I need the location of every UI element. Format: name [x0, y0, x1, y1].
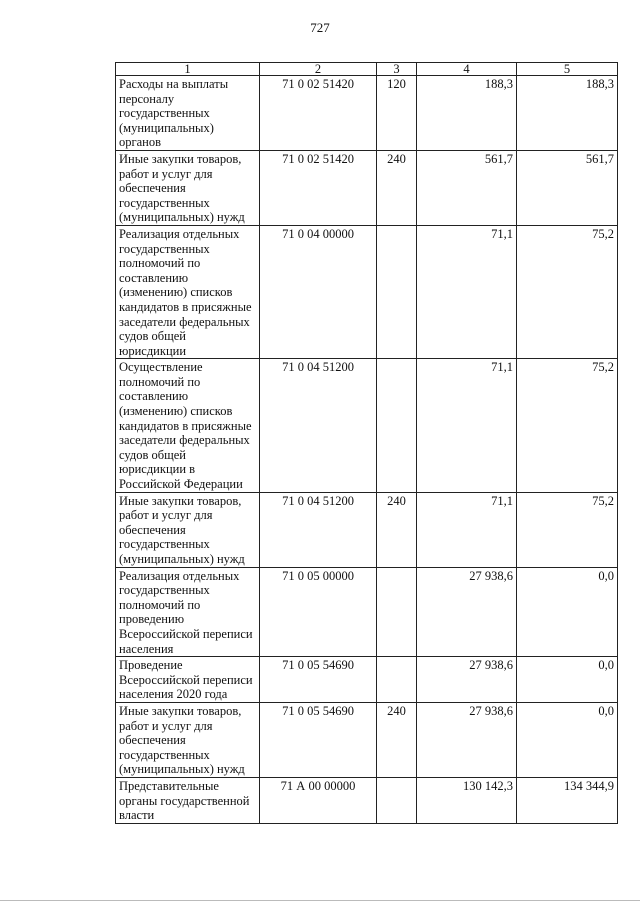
- row-code: 71 0 05 54690: [260, 657, 377, 703]
- page-number: 727: [310, 20, 330, 35]
- scan-edge-line: [0, 900, 640, 901]
- row-expense-type: [377, 567, 417, 657]
- header-row: [116, 63, 618, 76]
- table-row: [116, 567, 618, 657]
- column-header-2: 2: [260, 63, 377, 76]
- row-expense-type: [377, 777, 417, 823]
- row-name: Реализация отдельных государственных полномочий по проведению Всероссийской переписи населения: [116, 567, 260, 657]
- row-expense-type: 240: [377, 492, 417, 567]
- row-expense-type: [377, 225, 417, 358]
- column-header-1: 1: [116, 63, 260, 76]
- row-value-year2: 0,0: [517, 657, 618, 703]
- row-code: 71 А 00 00000: [260, 777, 377, 823]
- table-row: [116, 359, 618, 492]
- row-value-year2: 0,0: [517, 702, 618, 777]
- row-code: 71 0 04 51200: [260, 359, 377, 492]
- row-value-year2: 75,2: [517, 225, 618, 358]
- row-name: Реализация отдельных государственных полномочий по составлению (изменению) списков кандидатов в присяжные заседатели федеральных судов общей юрисдикции: [116, 225, 260, 358]
- row-value-year1: 27 938,6: [417, 567, 517, 657]
- row-value-year1: 188,3: [417, 76, 517, 151]
- row-value-year1: 27 938,6: [417, 657, 517, 703]
- table-row: [116, 150, 618, 225]
- row-name: Расходы на выплаты персоналу государственных (муниципальных) органов: [116, 76, 260, 151]
- row-value-year2: 134 344,9: [517, 777, 618, 823]
- row-value-year1: 71,1: [417, 359, 517, 492]
- row-value-year1: 71,1: [417, 492, 517, 567]
- column-header-5: 5: [517, 63, 618, 76]
- row-name: Иные закупки товаров, работ и услуг для обеспечения государственных (муниципальных) нужд: [116, 702, 260, 777]
- row-expense-type: 240: [377, 702, 417, 777]
- table-row: [116, 492, 618, 567]
- table-row: [116, 657, 618, 703]
- row-name: Осуществление полномочий по составлению (изменению) списков кандидатов в присяжные заседатели федеральных судов общей юрисдикции в Российской Федерации: [116, 359, 260, 492]
- row-expense-type: 120: [377, 76, 417, 151]
- row-value-year1: 27 938,6: [417, 702, 517, 777]
- row-name: Иные закупки товаров, работ и услуг для обеспечения государственных (муниципальных) нужд: [116, 492, 260, 567]
- row-code: 71 0 02 51420: [260, 150, 377, 225]
- row-value-year1: 130 142,3: [417, 777, 517, 823]
- row-value-year2: 75,2: [517, 359, 618, 492]
- row-expense-type: 240: [377, 150, 417, 225]
- table-row: [116, 777, 618, 823]
- row-code: 71 0 05 54690: [260, 702, 377, 777]
- table-row: [116, 225, 618, 358]
- column-header-3: 3: [377, 63, 417, 76]
- row-value-year2: 188,3: [517, 76, 618, 151]
- row-code: 71 0 04 51200: [260, 492, 377, 567]
- row-expense-type: [377, 657, 417, 703]
- table-row: [116, 76, 618, 151]
- row-name: Проведение Всероссийской переписи населения 2020 года: [116, 657, 260, 703]
- row-code: 71 0 05 00000: [260, 567, 377, 657]
- table-row: [116, 702, 618, 777]
- row-value-year1: 561,7: [417, 150, 517, 225]
- row-code: 71 0 04 00000: [260, 225, 377, 358]
- row-name: Представительные органы государственной власти: [116, 777, 260, 823]
- row-code: 71 0 02 51420: [260, 76, 377, 151]
- budget-table: [115, 62, 618, 824]
- column-header-4: 4: [417, 63, 517, 76]
- row-value-year2: 561,7: [517, 150, 618, 225]
- row-value-year1: 71,1: [417, 225, 517, 358]
- row-value-year2: 0,0: [517, 567, 618, 657]
- row-value-year2: 75,2: [517, 492, 618, 567]
- row-name: Иные закупки товаров, работ и услуг для обеспечения государственных (муниципальных) нужд: [116, 150, 260, 225]
- row-expense-type: [377, 359, 417, 492]
